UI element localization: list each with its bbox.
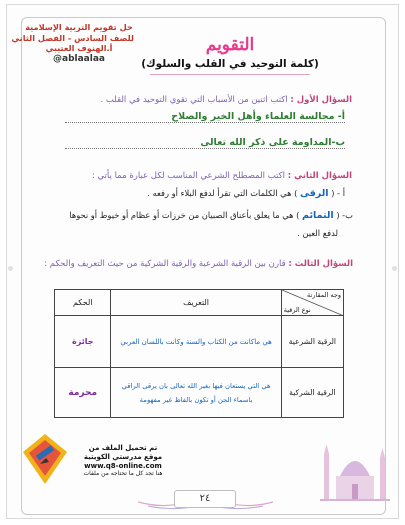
row1-ruling: جائزة xyxy=(55,316,111,368)
q2-item-a xyxy=(147,188,345,199)
table-row xyxy=(55,316,344,368)
row1-type: الرقية الشرعية xyxy=(281,316,343,368)
q2-heading xyxy=(92,171,352,181)
q2-item-b-prefix: ب- ( xyxy=(336,210,353,220)
row1-definition-text: هي ماكانت من الكتاب والسنة وكانت باللسان العربي xyxy=(120,337,272,346)
table-corner-cell xyxy=(281,290,343,316)
q1-text: اكتب اثنين من الأسباب التي تقوي التوحيد في القلب . xyxy=(100,95,288,105)
q1-heading xyxy=(100,95,352,105)
prev-page-dot[interactable] xyxy=(8,266,13,271)
footer-line-1: تم تحميل الملف من xyxy=(88,444,158,452)
author-name: أ.الهنوف العتيبي xyxy=(45,43,113,53)
header-ruling: الحكم xyxy=(55,290,111,316)
q2-item-b-term: التمائم xyxy=(302,210,334,221)
author-handle: @ablaalaa xyxy=(53,53,105,64)
row1-definition xyxy=(111,316,281,368)
q1-label: السؤال الأول : xyxy=(290,95,352,105)
footer-tagline: هنا تجد كل ما تحتاجه من ملفات xyxy=(83,470,163,478)
header-definition: التعريف xyxy=(111,290,281,316)
q2-label: السؤال الثاني : xyxy=(287,171,352,181)
row2-definition-line1: هي التي يستعان فيها بغير الله تعالى بان يرقى الراقي xyxy=(121,381,271,390)
q2-text: اكتب المصطلح الشرعي المناسب لكل عبارة مما يأتي : xyxy=(91,171,286,181)
page-number: ٢٤ xyxy=(174,490,236,508)
corner-top-label: وجه المقارنة xyxy=(307,291,341,299)
q1-answer-a: أ- مجالسة العلماء وأهل الخير والصلاح xyxy=(65,111,345,123)
row2-definition xyxy=(111,368,281,418)
next-page-dot[interactable] xyxy=(392,266,397,271)
row2-definition-line2: باسماء الجن أو تكون بالفاظ غير مفهومة xyxy=(139,395,253,404)
q1-answer-b: ب-المداومة على ذكر الله تعالى xyxy=(65,137,345,149)
row2-type: الرقية الشركية xyxy=(281,368,343,418)
mosque-icon xyxy=(320,436,390,504)
q2-item-a-term: الرقى xyxy=(299,188,329,199)
author-line-2: للصف السادس - الفصل الثاني xyxy=(11,32,134,43)
q2-item-b-text: ) هي ما يعلق بأعناق الصبيان من خرزات أو عظام أو خيوط أو نحوها xyxy=(69,210,300,220)
author-block xyxy=(11,22,134,64)
footer-line-2: موقع مدرستي الكويتية xyxy=(83,452,163,461)
lesson-subtitle: (كلمة التوحيد في القلب والسلوك) xyxy=(141,58,319,70)
q2-item-b xyxy=(69,210,353,221)
footer-site-info xyxy=(68,444,178,479)
comparison-table xyxy=(54,289,344,418)
table-row xyxy=(55,368,344,418)
q3-label: السؤال الثالث : xyxy=(288,259,353,269)
q2-item-a-prefix: أ - ( xyxy=(331,188,345,198)
title-divider xyxy=(150,74,310,75)
page-title: التقويم xyxy=(205,35,255,55)
row2-ruling: محرمة xyxy=(55,368,111,418)
school-pencil-logo-icon xyxy=(20,432,70,486)
corner-bottom-label: نوع الرقية xyxy=(283,306,311,314)
q3-text: قارن بين الرقية الشرعية والرقية الشركية من حيث التعريف والحكم : xyxy=(44,259,286,269)
q2-item-b-continued: لدفع العين . xyxy=(297,228,338,238)
q2-item-a-text: ) هي الكلمات التي تقرأ لدفع البلاء أو رفعه . xyxy=(147,188,298,198)
author-line-1: حل تقويم التربية الإسلامية xyxy=(25,22,133,32)
q3-heading xyxy=(44,259,353,269)
footer-url-link[interactable]: www.q8-online.com xyxy=(84,461,162,470)
